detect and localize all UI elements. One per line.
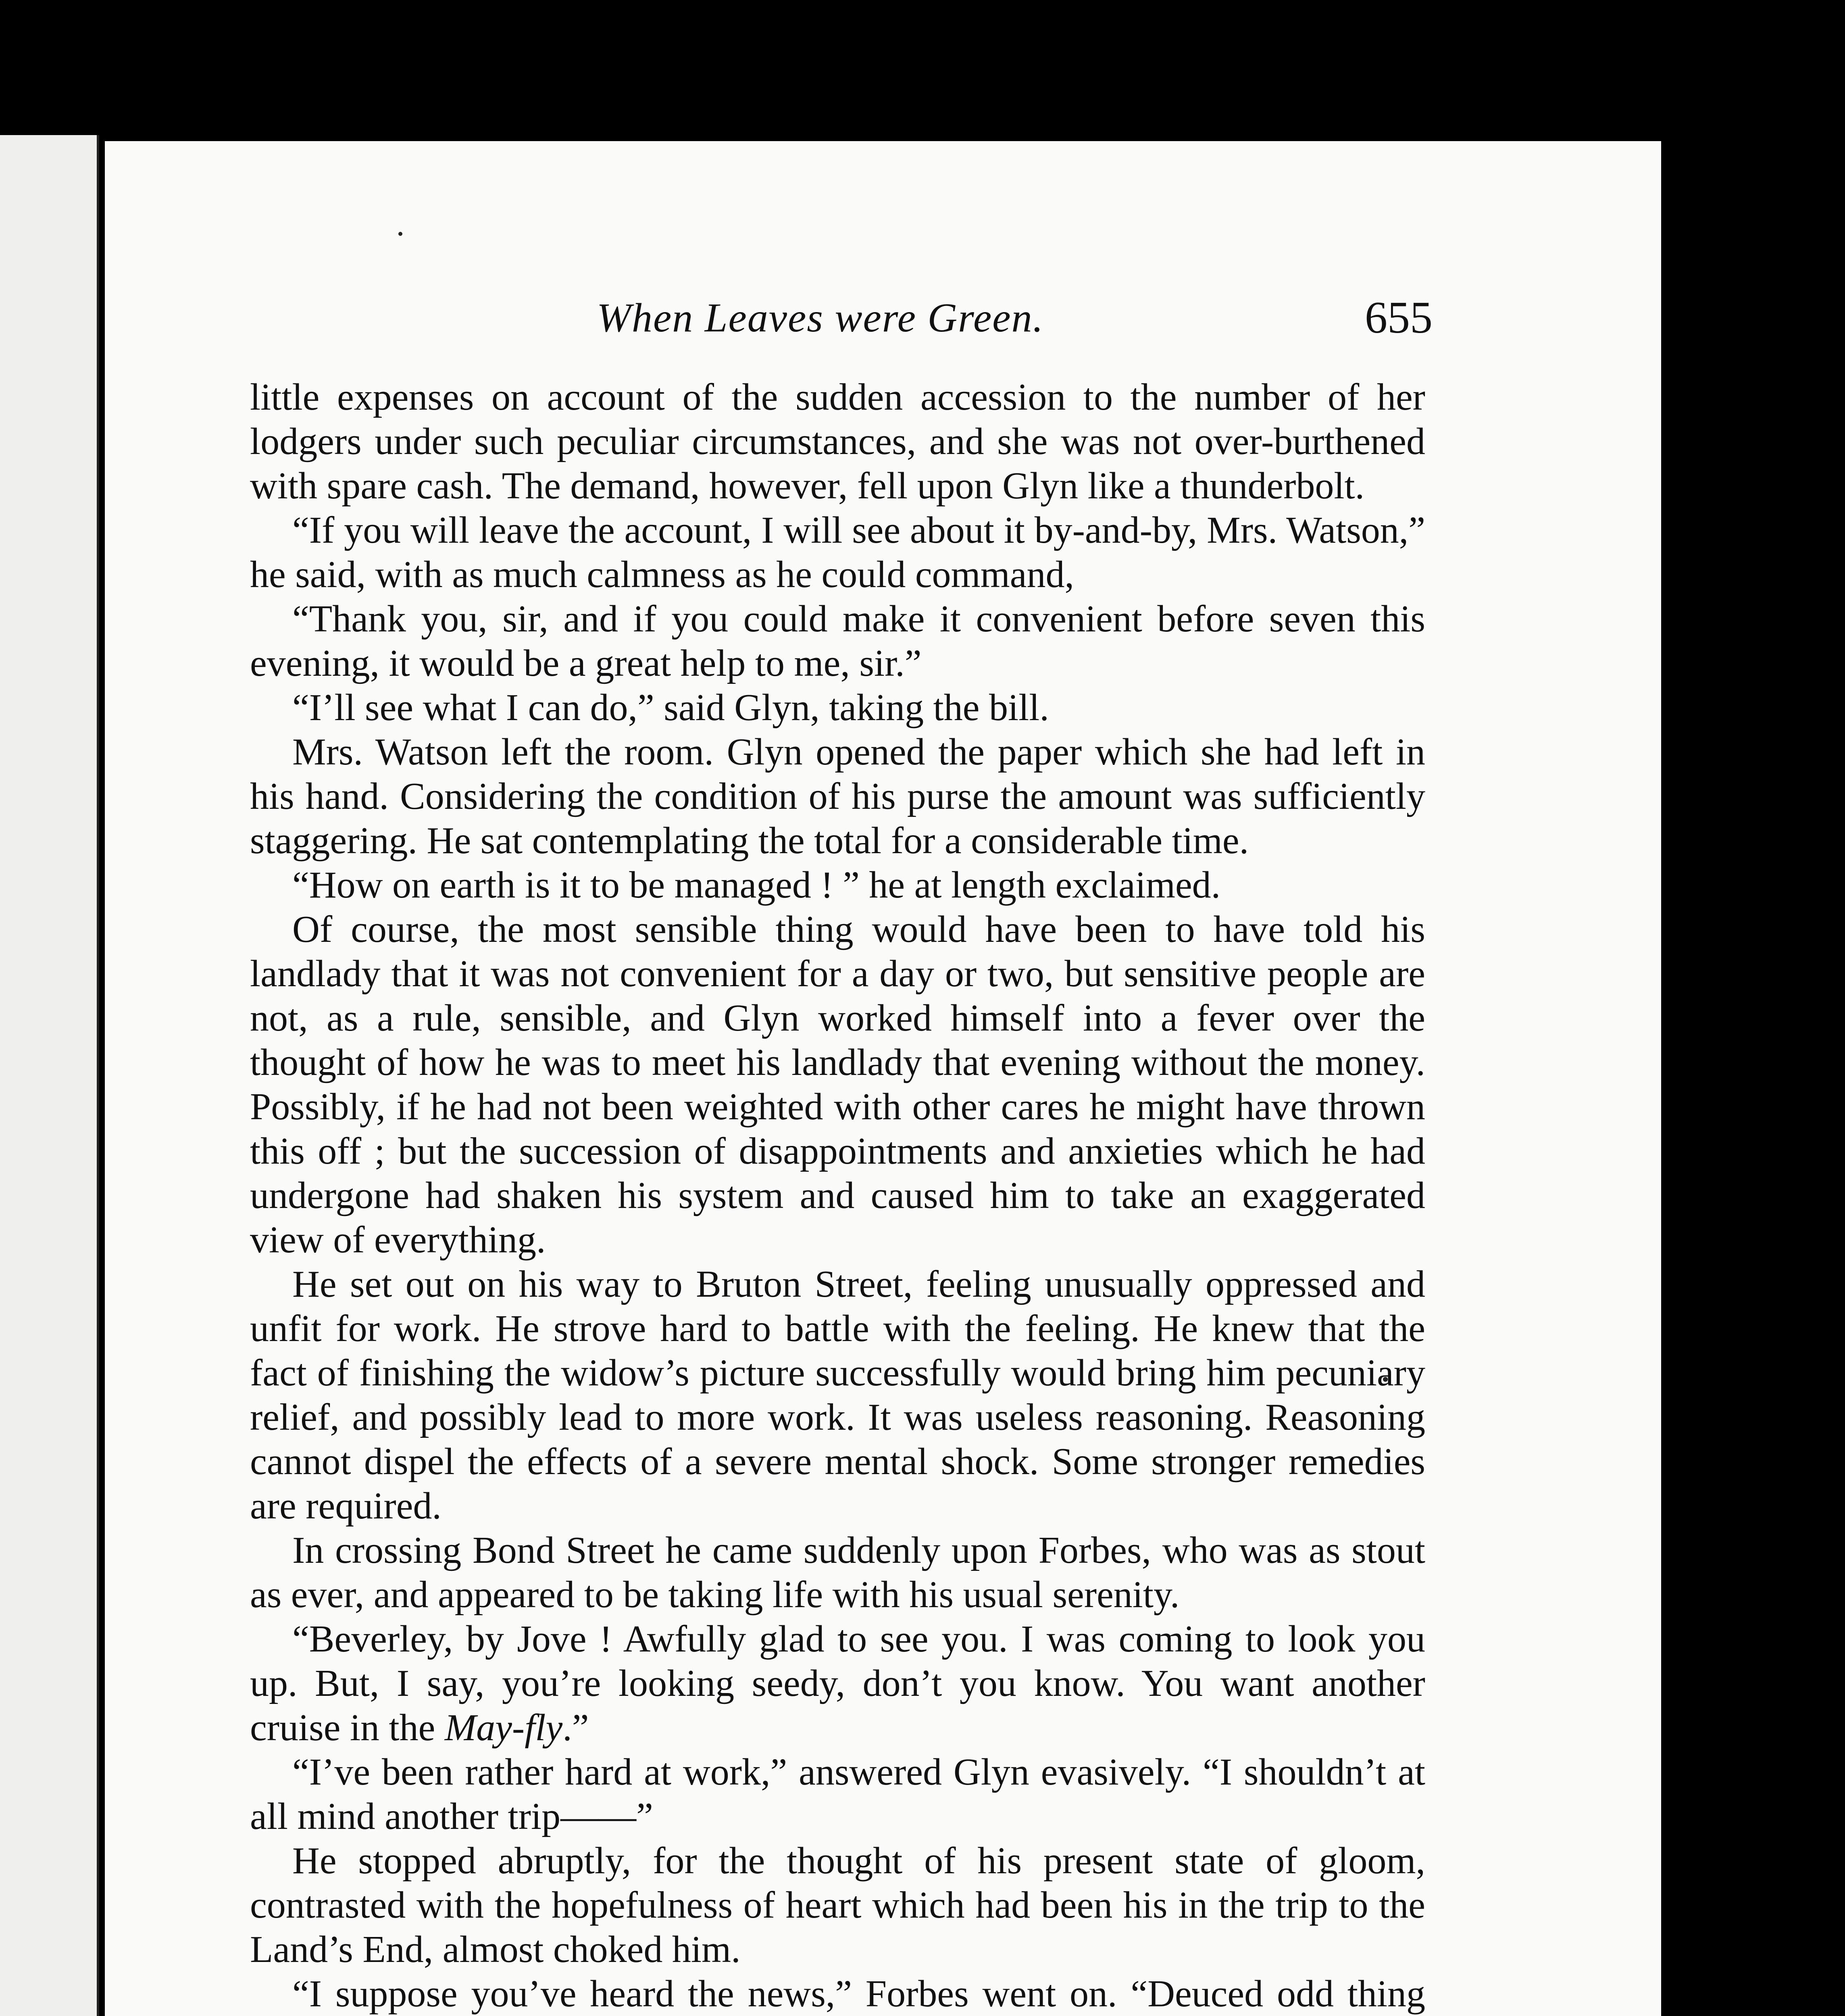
body-text <box>250 375 1425 2016</box>
running-head: When Leaves were Green. <box>597 295 1044 341</box>
paragraph: “How on earth is it to be managed ! ” he at length exclaimed. <box>292 864 1221 906</box>
paragraph: He stopped abruptly, for the thought of his present state of gloom, contrasted with the hopefulness of heart which had been his in the trip to the Land’s End, almost choked him. <box>250 1840 1425 1970</box>
paragraph: “I’ve been rather hard at work,” answered Glyn evasively. “I shouldn’t at all mind another trip——” <box>250 1751 1425 1837</box>
paragraph: “I’ll see what I can do,” said Glyn, taking the bill. <box>292 687 1049 729</box>
ink-speck <box>398 232 402 236</box>
boat-name: May-fly <box>444 1707 563 1749</box>
paragraph: little expenses on account of the sudden accession to the number of her lodgers under such peculiar circumstances, and she was not over-burthened with spare cash. The demand, however, fell upon Glyn like a thunderbolt. <box>250 376 1425 507</box>
book-page <box>105 141 1661 2016</box>
paragraph: He set out on his way to Bruton Street, feeling unusually oppressed and unfit for work. He strove hard to battle with the feeling. He knew that the fact of finishing the widow’s picture successfully would bring him pecuniary relief, and possibly lead to more work. It was useless reasoning. Reasoning cannot dispel the effects of a severe mental shock. Some stronger remedies are required. <box>250 1263 1425 1527</box>
paragraph <box>250 1617 1425 1750</box>
paragraph-text: .” <box>562 1707 589 1749</box>
paragraph: “If you will leave the account, I will see about it by-and-by, Mrs. Watson,” he said, with as much calmness as he could command, <box>250 509 1425 596</box>
page-header <box>105 294 1661 359</box>
paragraph: Mrs. Watson left the room. Glyn opened the paper which she had left in his hand. Considering the condition of his purse the amount was sufficiently staggering. He sat contemplating the total for a considerable time. <box>250 731 1425 862</box>
paragraph: “I suppose you’ve heard the news,” Forbes went on. “Deuced odd thing <box>292 1973 1425 2015</box>
paragraph-text: “Beverley, by Jove ! Awfully glad to see you. I was coming to look you up. But, I say, you’re looking seedy, don’t you know. You want another cruise in the <box>250 1618 1425 1749</box>
page-number: 655 <box>1365 293 1433 343</box>
paragraph: Of course, the most sensible thing would have been to have told his landlady that it was not convenient for a day or two, but sensitive people are not, as a rule, sensible, and Glyn worked himself into a fever over the thought of how he was to meet his landlady that evening without the money. Possibly, if he had not been weighted with other cares he might have thrown this off ; but the succession of disappointments and anxieties which he had undergone had shaken his system and caused him to take an exaggerated view of everything. <box>250 908 1425 1261</box>
facing-page-edge <box>0 135 99 2016</box>
paragraph: “Thank you, sir, and if you could make it convenient before seven this evening, it would be a great help to me, sir.” <box>250 598 1425 684</box>
paragraph: In crossing Bond Street he came suddenly upon Forbes, who was as stout as ever, and appeared to be taking life with his usual serenity. <box>250 1529 1425 1616</box>
